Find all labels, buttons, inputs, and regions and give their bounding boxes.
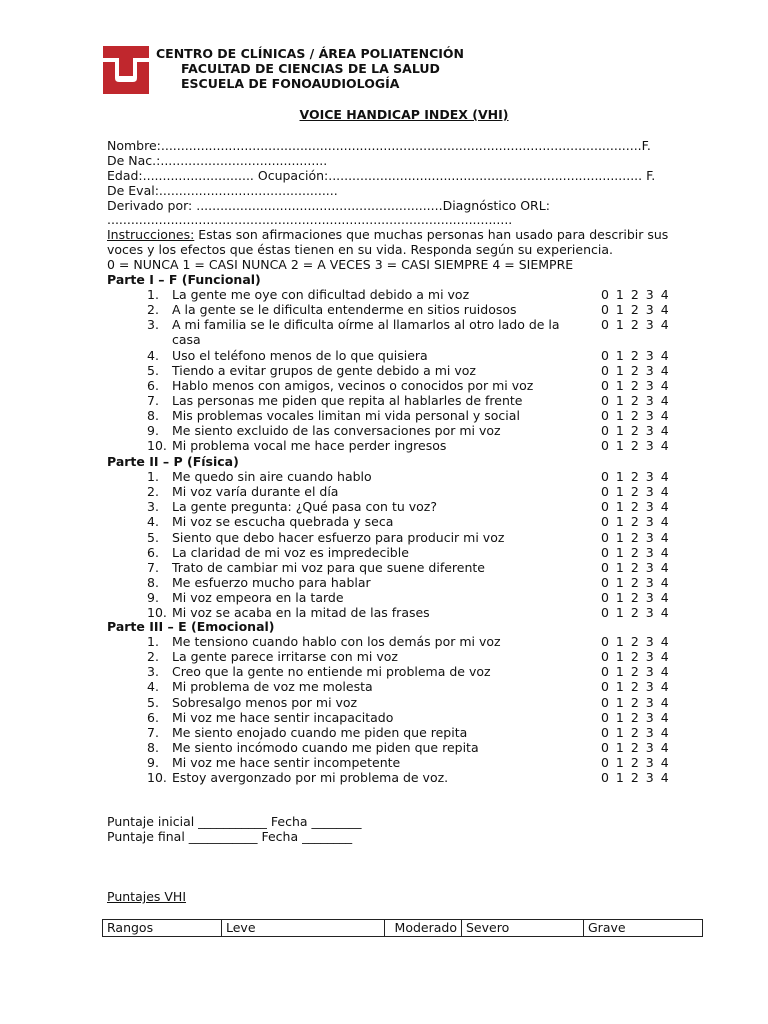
table-cell-leve: Leve (222, 920, 385, 937)
table-cell-grave: Grave (584, 920, 703, 937)
item-text: Me siento enojado cuando me piden que repita (172, 724, 468, 740)
item-text: Sobresalgo menos por mi voz (172, 694, 358, 710)
list-item (0, 649, 768, 664)
table-row (103, 920, 703, 937)
list-item (0, 287, 768, 302)
item-number: 7. (147, 392, 159, 408)
section-title: Parte II – P (Física) (107, 454, 239, 469)
item-rating-scale[interactable]: 0 1 2 3 4 (601, 754, 669, 770)
table-cell-moderado: Moderado (385, 920, 462, 937)
list-item (0, 590, 768, 605)
score-final: Puntaje final ___________ Fecha ________ (107, 829, 353, 844)
item-text: Me esfuerzo mucho para hablar (172, 574, 371, 590)
item-text: Mi voz me hace sentir incompetente (172, 754, 401, 770)
list-item (0, 408, 768, 423)
item-number: 5. (147, 529, 159, 545)
list-item (0, 664, 768, 679)
item-text: Mi problema de voz me molesta (172, 679, 373, 695)
item-text: Estoy avergonzado por mi problema de voz. (172, 770, 449, 785)
field-nacimiento: De Nac.:.......................................... (107, 153, 328, 168)
item-rating-scale[interactable]: 0 1 2 3 4 (601, 317, 669, 333)
instructions-text-1: Estas son afirmaciones que muchas personas han usado para describir sus (194, 227, 669, 242)
item-rating-scale[interactable]: 0 1 2 3 4 (601, 469, 669, 485)
vhi-ranges-table (102, 919, 703, 937)
item-text: Me tensiono cuando hablo con los demás por mi voz (172, 634, 501, 650)
list-item (0, 348, 768, 363)
item-text: Creo que la gente no entiende mi problema de voz (172, 664, 491, 680)
item-text: Me quedo sin aire cuando hablo (172, 469, 372, 485)
item-number: 8. (147, 407, 159, 423)
item-rating-scale[interactable]: 0 1 2 3 4 (601, 362, 669, 378)
list-item (0, 575, 768, 590)
item-rating-scale[interactable]: 0 1 2 3 4 (601, 649, 669, 665)
section-title: Parte I – F (Funcional) (107, 272, 261, 287)
list-item (0, 393, 768, 408)
item-text: La gente parece irritarse con mi voz (172, 649, 398, 665)
instructions-text-2: voces y los efectos que éstas tienen en su vida. Responda según su experiencia. (107, 242, 613, 257)
section-title: Parte III – E (Emocional) (107, 619, 275, 634)
list-item (0, 423, 768, 438)
item-number: 7. (147, 559, 159, 575)
item-number: 6. (147, 377, 159, 393)
list-item (0, 317, 768, 348)
item-rating-scale[interactable]: 0 1 2 3 4 (601, 559, 669, 575)
item-text-continuation: casa (172, 332, 201, 348)
item-text: Mi voz varía durante el día (172, 484, 339, 500)
item-number: 3. (147, 499, 159, 515)
field-nombre: Nombre:.........................................................................................................................F. (107, 138, 651, 153)
list-item (0, 605, 768, 620)
item-number: 6. (147, 544, 159, 560)
item-text: Mi voz se escucha quebrada y seca (172, 514, 394, 530)
item-number: 10. (147, 438, 167, 454)
form-title: VOICE HANDICAP INDEX (VHI) (299, 107, 509, 122)
vhi-scores-label: Puntajes VHI (107, 889, 187, 904)
item-rating-scale[interactable]: 0 1 2 3 4 (601, 514, 669, 530)
list-item (0, 710, 768, 725)
instructions-line-1 (107, 227, 668, 242)
list-item (0, 530, 768, 545)
list-item (0, 499, 768, 514)
field-derivado: Derivado por: ..............................................................Diagnóstico ORL: (107, 198, 550, 213)
item-number: 5. (147, 694, 159, 710)
item-rating-scale[interactable]: 0 1 2 3 4 (601, 392, 669, 408)
item-number: 10. (147, 605, 167, 620)
item-rating-scale[interactable]: 0 1 2 3 4 (601, 529, 669, 545)
list-item (0, 634, 768, 649)
item-rating-scale[interactable]: 0 1 2 3 4 (601, 484, 669, 500)
item-text: Me siento excluido de las conversaciones por mi voz (172, 423, 501, 438)
item-number: 9. (147, 589, 159, 605)
item-number: 4. (147, 514, 159, 530)
item-text: Tiendo a evitar grupos de gente debido a mi voz (172, 362, 476, 378)
list-item (0, 363, 768, 378)
item-text: Mi voz empeora en la tarde (172, 589, 344, 605)
item-text: Trato de cambiar mi voz para que suene diferente (172, 559, 485, 575)
list-item (0, 695, 768, 710)
list-item (0, 514, 768, 529)
item-rating-scale[interactable]: 0 1 2 3 4 (601, 302, 669, 318)
table-cell-rangos: Rangos (103, 920, 222, 937)
item-text: Hablo menos con amigos, vecinos o conocidos por mi voz (172, 377, 534, 393)
list-item (0, 469, 768, 484)
university-logo-icon (103, 46, 149, 94)
item-number: 9. (147, 754, 159, 770)
item-number: 1. (147, 469, 159, 485)
item-rating-scale[interactable]: 0 1 2 3 4 (601, 347, 669, 363)
list-item (0, 755, 768, 770)
item-rating-scale[interactable]: 0 1 2 3 4 (601, 679, 669, 695)
list-item (0, 560, 768, 575)
list-item (0, 378, 768, 393)
list-item (0, 725, 768, 740)
item-text: Siento que debo hacer esfuerzo para producir mi voz (172, 529, 505, 545)
item-number: 2. (147, 484, 159, 500)
field-edad-ocupacion: Edad:............................ Ocupación:............................................................................... F. (107, 168, 656, 183)
item-text: La gente me oye con dificultad debido a mi voz (172, 287, 470, 303)
list-item (0, 740, 768, 755)
item-text: La gente pregunta: ¿Qué pasa con tu voz? (172, 499, 437, 515)
item-rating-scale[interactable]: 0 1 2 3 4 (601, 377, 669, 393)
item-text: A la gente se le dificulta entenderme en sitios ruidosos (172, 302, 517, 318)
institution-line-1: CENTRO DE CLÍNICAS / ÁREA POLIATENCIÓN (156, 46, 465, 61)
item-rating-scale[interactable]: 0 1 2 3 4 (601, 438, 669, 454)
item-rating-scale[interactable]: 0 1 2 3 4 (601, 499, 669, 515)
item-rating-scale[interactable]: 0 1 2 3 4 (601, 423, 669, 438)
item-rating-scale[interactable]: 0 1 2 3 4 (601, 287, 669, 303)
item-number: 6. (147, 709, 159, 725)
item-text: La claridad de mi voz es impredecible (172, 544, 409, 560)
list-item (0, 484, 768, 499)
list-item (0, 545, 768, 560)
score-initial: Puntaje inicial ___________ Fecha ________ (107, 814, 362, 829)
list-item (0, 302, 768, 317)
item-rating-scale[interactable]: 0 1 2 3 4 (601, 605, 669, 620)
item-number: 1. (147, 634, 159, 650)
item-number: 4. (147, 679, 159, 695)
item-text: Uso el teléfono menos de lo que quisiera (172, 347, 428, 363)
item-rating-scale[interactable]: 0 1 2 3 4 (601, 634, 669, 650)
list-item (0, 770, 768, 785)
item-text: Mis problemas vocales limitan mi vida personal y social (172, 407, 520, 423)
item-rating-scale[interactable]: 0 1 2 3 4 (601, 574, 669, 590)
item-number: 2. (147, 302, 159, 318)
item-rating-scale[interactable]: 0 1 2 3 4 (601, 664, 669, 680)
item-rating-scale[interactable]: 0 1 2 3 4 (601, 739, 669, 755)
item-rating-scale[interactable]: 0 1 2 3 4 (601, 544, 669, 560)
institution-line-3: ESCUELA DE FONOAUDIOLOGÍA (181, 76, 400, 91)
item-rating-scale[interactable]: 0 1 2 3 4 (601, 694, 669, 710)
table-cell-severo: Severo (462, 920, 584, 937)
item-number: 7. (147, 724, 159, 740)
item-rating-scale[interactable]: 0 1 2 3 4 (601, 724, 669, 740)
item-text: Las personas me piden que repita al hablarles de frente (172, 392, 523, 408)
item-number: 3. (147, 664, 159, 680)
instructions-label: Instrucciones: (107, 227, 195, 242)
item-text: Mi voz me hace sentir incapacitado (172, 709, 394, 725)
item-text: A mi familia se le dificulta oírme al llamarlos al otro lado de la (172, 317, 560, 333)
item-text: Me siento incómodo cuando me piden que repita (172, 739, 479, 755)
item-rating-scale[interactable]: 0 1 2 3 4 (601, 770, 669, 785)
item-text: Mi problema vocal me hace perder ingresos (172, 438, 447, 454)
item-rating-scale[interactable]: 0 1 2 3 4 (601, 709, 669, 725)
list-item (0, 438, 768, 453)
field-eval: De Eval:............................................. (107, 183, 338, 198)
item-number: 1. (147, 287, 159, 303)
item-number: 4. (147, 347, 159, 363)
item-rating-scale[interactable]: 0 1 2 3 4 (601, 589, 669, 605)
item-number: 9. (147, 423, 159, 438)
item-text: Mi voz se acaba en la mitad de las frases (172, 605, 430, 620)
item-number: 8. (147, 574, 159, 590)
list-item (0, 679, 768, 694)
institution-line-2: FACULTAD DE CIENCIAS DE LA SALUD (181, 61, 440, 76)
item-number: 3. (147, 317, 159, 333)
item-number: 5. (147, 362, 159, 378)
scale-legend: 0 = NUNCA 1 = CASI NUNCA 2 = A VECES 3 = CASI SIEMPRE 4 = SIEMPRE (107, 257, 574, 272)
item-number: 8. (147, 739, 159, 755)
field-derivado-continuation: ...................................................................................................... (107, 212, 513, 227)
item-number: 10. (147, 770, 167, 785)
item-number: 2. (147, 649, 159, 665)
item-rating-scale[interactable]: 0 1 2 3 4 (601, 407, 669, 423)
